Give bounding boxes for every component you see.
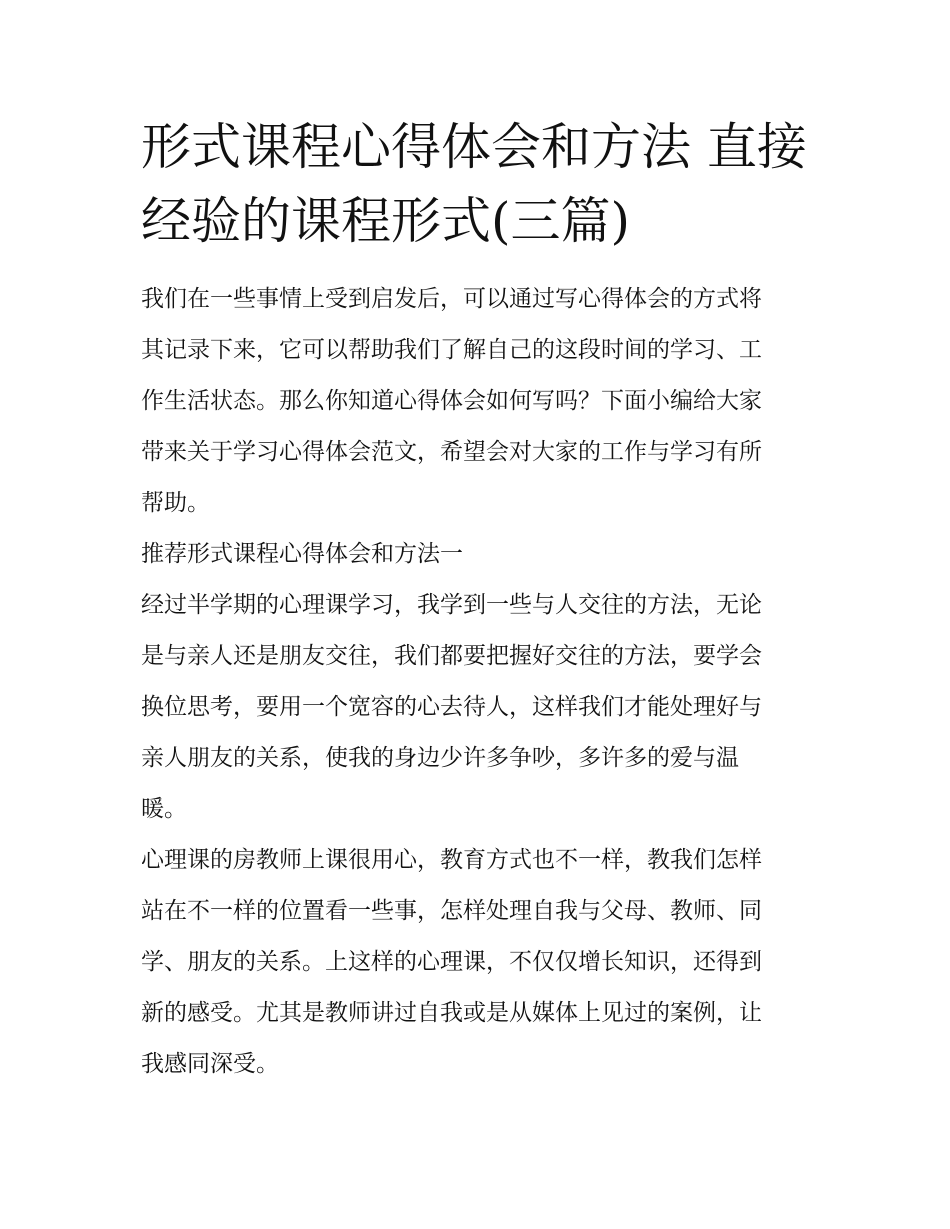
text-line: 换位思考，要用一个宽容的心去待人，这样我们才能处理好与 [141, 694, 762, 720]
text-line: 我感同深受。 [141, 1051, 279, 1077]
document-body [141, 110, 813, 1090]
text-line: 带来关于学习心得体会范文，希望会对大家的工作与学习有所 [141, 439, 762, 465]
body-paragraph [141, 580, 813, 835]
title-line: 形式课程心得体会和方法 直接 [141, 118, 807, 176]
text-line: 新的感受。尤其是教师讲过自我或是从媒体上见过的案例，让 [141, 1000, 762, 1026]
text-line: 心理课的房教师上课很用心，教育方式也不一样，教我们怎样 [141, 847, 762, 873]
text-line: 我们在一些事情上受到启发后，可以通过写心得体会的方式将 [141, 286, 762, 312]
document-title [141, 110, 813, 258]
text-line: 推荐形式课程心得体会和方法一 [141, 541, 463, 567]
text-line: 作生活状态。那么你知道心得体会如何写吗？下面小编给大家 [141, 388, 762, 414]
text-line: 暖。 [141, 796, 187, 822]
text-line: 亲人朋友的关系，使我的身边少许多争吵，多许多的爱与温 [141, 745, 739, 771]
text-line: 站在不一样的位置看一些事，怎样处理自我与父母、教师、同 [141, 898, 762, 924]
text-line: 其记录下来，它可以帮助我们了解自己的这段时间的学习、工 [141, 337, 762, 363]
text-line: 经过半学期的心理课学习，我学到一些与人交往的方法，无论 [141, 592, 762, 618]
text-line: 是与亲人还是朋友交往，我们都要把握好交往的方法，要学会 [141, 643, 762, 669]
title-line: 经验的课程形式(三篇) [141, 192, 631, 250]
text-line: 帮助。 [141, 490, 210, 516]
intro-paragraph [141, 274, 813, 529]
section-heading [141, 529, 813, 580]
text-line: 学、朋友的关系。上这样的心理课，不仅仅增长知识，还得到 [141, 949, 762, 975]
body-paragraph [141, 835, 813, 1090]
